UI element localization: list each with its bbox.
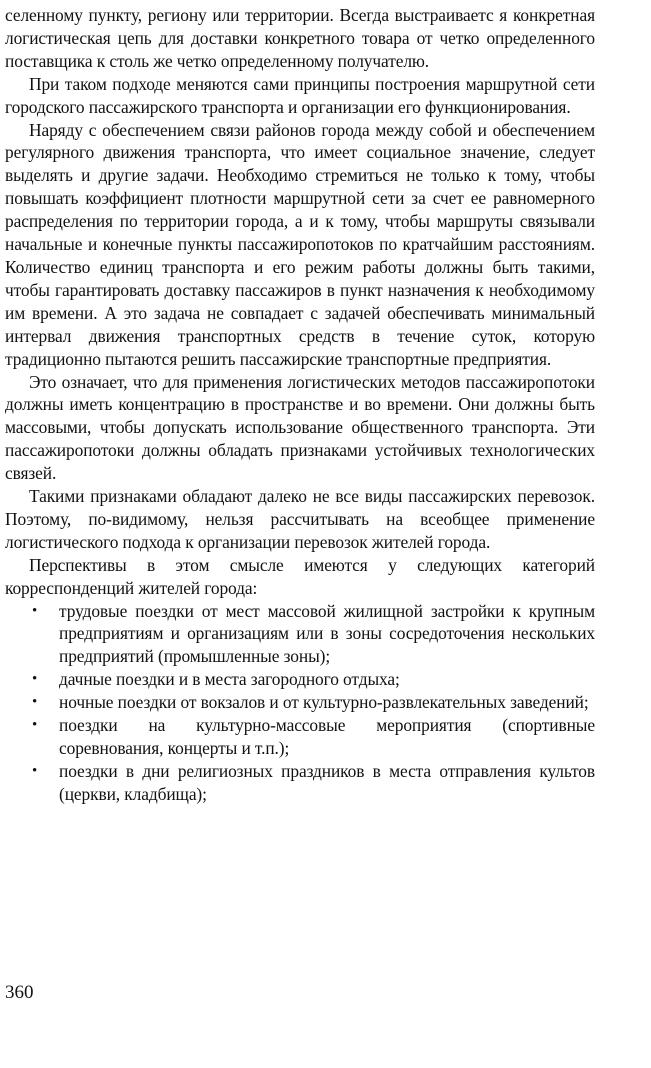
bullet-list bbox=[5, 600, 595, 806]
list-item bbox=[5, 714, 595, 760]
bullet-marker: • bbox=[32, 694, 38, 711]
list-item bbox=[5, 691, 595, 714]
paragraph-continued: селенному пункту, региону или территории. Всегда выстраиваетс я конкретная логистическая цепь для доставки конкретного товара от четко определенного поставщика к столь же четко определенному получателю. bbox=[5, 5, 595, 71]
bullet-marker: • bbox=[32, 717, 38, 734]
list-item-text: трудовые поездки от мест массовой жилищной застройки к крупным предприятиям и организациям или в зоны сосредоточения нескольких предприятий (промышленные зоны); bbox=[59, 600, 595, 667]
paragraph: Перспективы в этом смысле имеются у следующих категорий корреспонденций жителей города: bbox=[5, 554, 595, 598]
paragraph: При таком подходе меняются сами принципы построения маршрутной сети городского пассажирского транспорта и организации его функционирования. bbox=[5, 73, 595, 117]
list-item-text: поездки на культурно-массовые мероприятия (спортивные соревнования, концерты и т.п.); bbox=[59, 715, 595, 758]
body-text bbox=[5, 4, 595, 806]
bullet-marker: • bbox=[32, 762, 38, 779]
list-item-text: дачные поездки и в места загородного отдыха; bbox=[59, 669, 400, 690]
list-item bbox=[5, 668, 595, 691]
book-page bbox=[5, 4, 595, 806]
bullet-marker: • bbox=[32, 671, 38, 688]
paragraph: Такими признаками обладают далеко не все виды пассажирских перевозок. Поэтому, по-видимому, нельзя рассчитывать на всеобщее применение логистического подхода к организации перевозок жителей города. bbox=[5, 486, 595, 552]
page-number: 360 bbox=[5, 982, 34, 1003]
list-item-text: ночные поездки от вокзалов и от культурно-развлекательных заведений; bbox=[59, 692, 589, 713]
bullet-marker: • bbox=[32, 602, 38, 619]
list-item bbox=[5, 760, 595, 806]
list-item bbox=[5, 600, 595, 669]
list-item-text: поездки в дни религиозных праздников в места отправления культов (церкви, кладбища); bbox=[59, 760, 595, 804]
paragraph: Наряду с обеспечением связи районов города между собой и обеспечением регулярного движения транспорта, что имеет социальное значение, следует выделять и другие задачи. Необходимо стремиться не только к тому, чтобы повышать коэффициент плотности маршрутной сети за счет ее равномерного распределения по территории города, а и к тому, чтобы маршруты связывали начальные и конечные пункты пассажиропотоков по кратчайшим расстояниям. Количество единиц транспорта и его режим работы должны быть такими, чтобы гарантировать доставку пассажиров в пункт назначения к необходимому им времени. А это задача не совпадает с задачей обеспечивать минимальный интервал движения транспортных средств в течение суток, которую традиционно пытаются решить пассажирские транспортные предприятия. bbox=[5, 119, 595, 369]
paragraph: Это означает, что для применения логистических методов пассажиропотоки должны иметь концентрацию в пространстве и во времени. Они должны быть массовыми, чтобы допускать использование общественного транспорта. Эти пассажиропотоки должны обладать признаками устойчивых технологических связей. bbox=[5, 371, 595, 484]
